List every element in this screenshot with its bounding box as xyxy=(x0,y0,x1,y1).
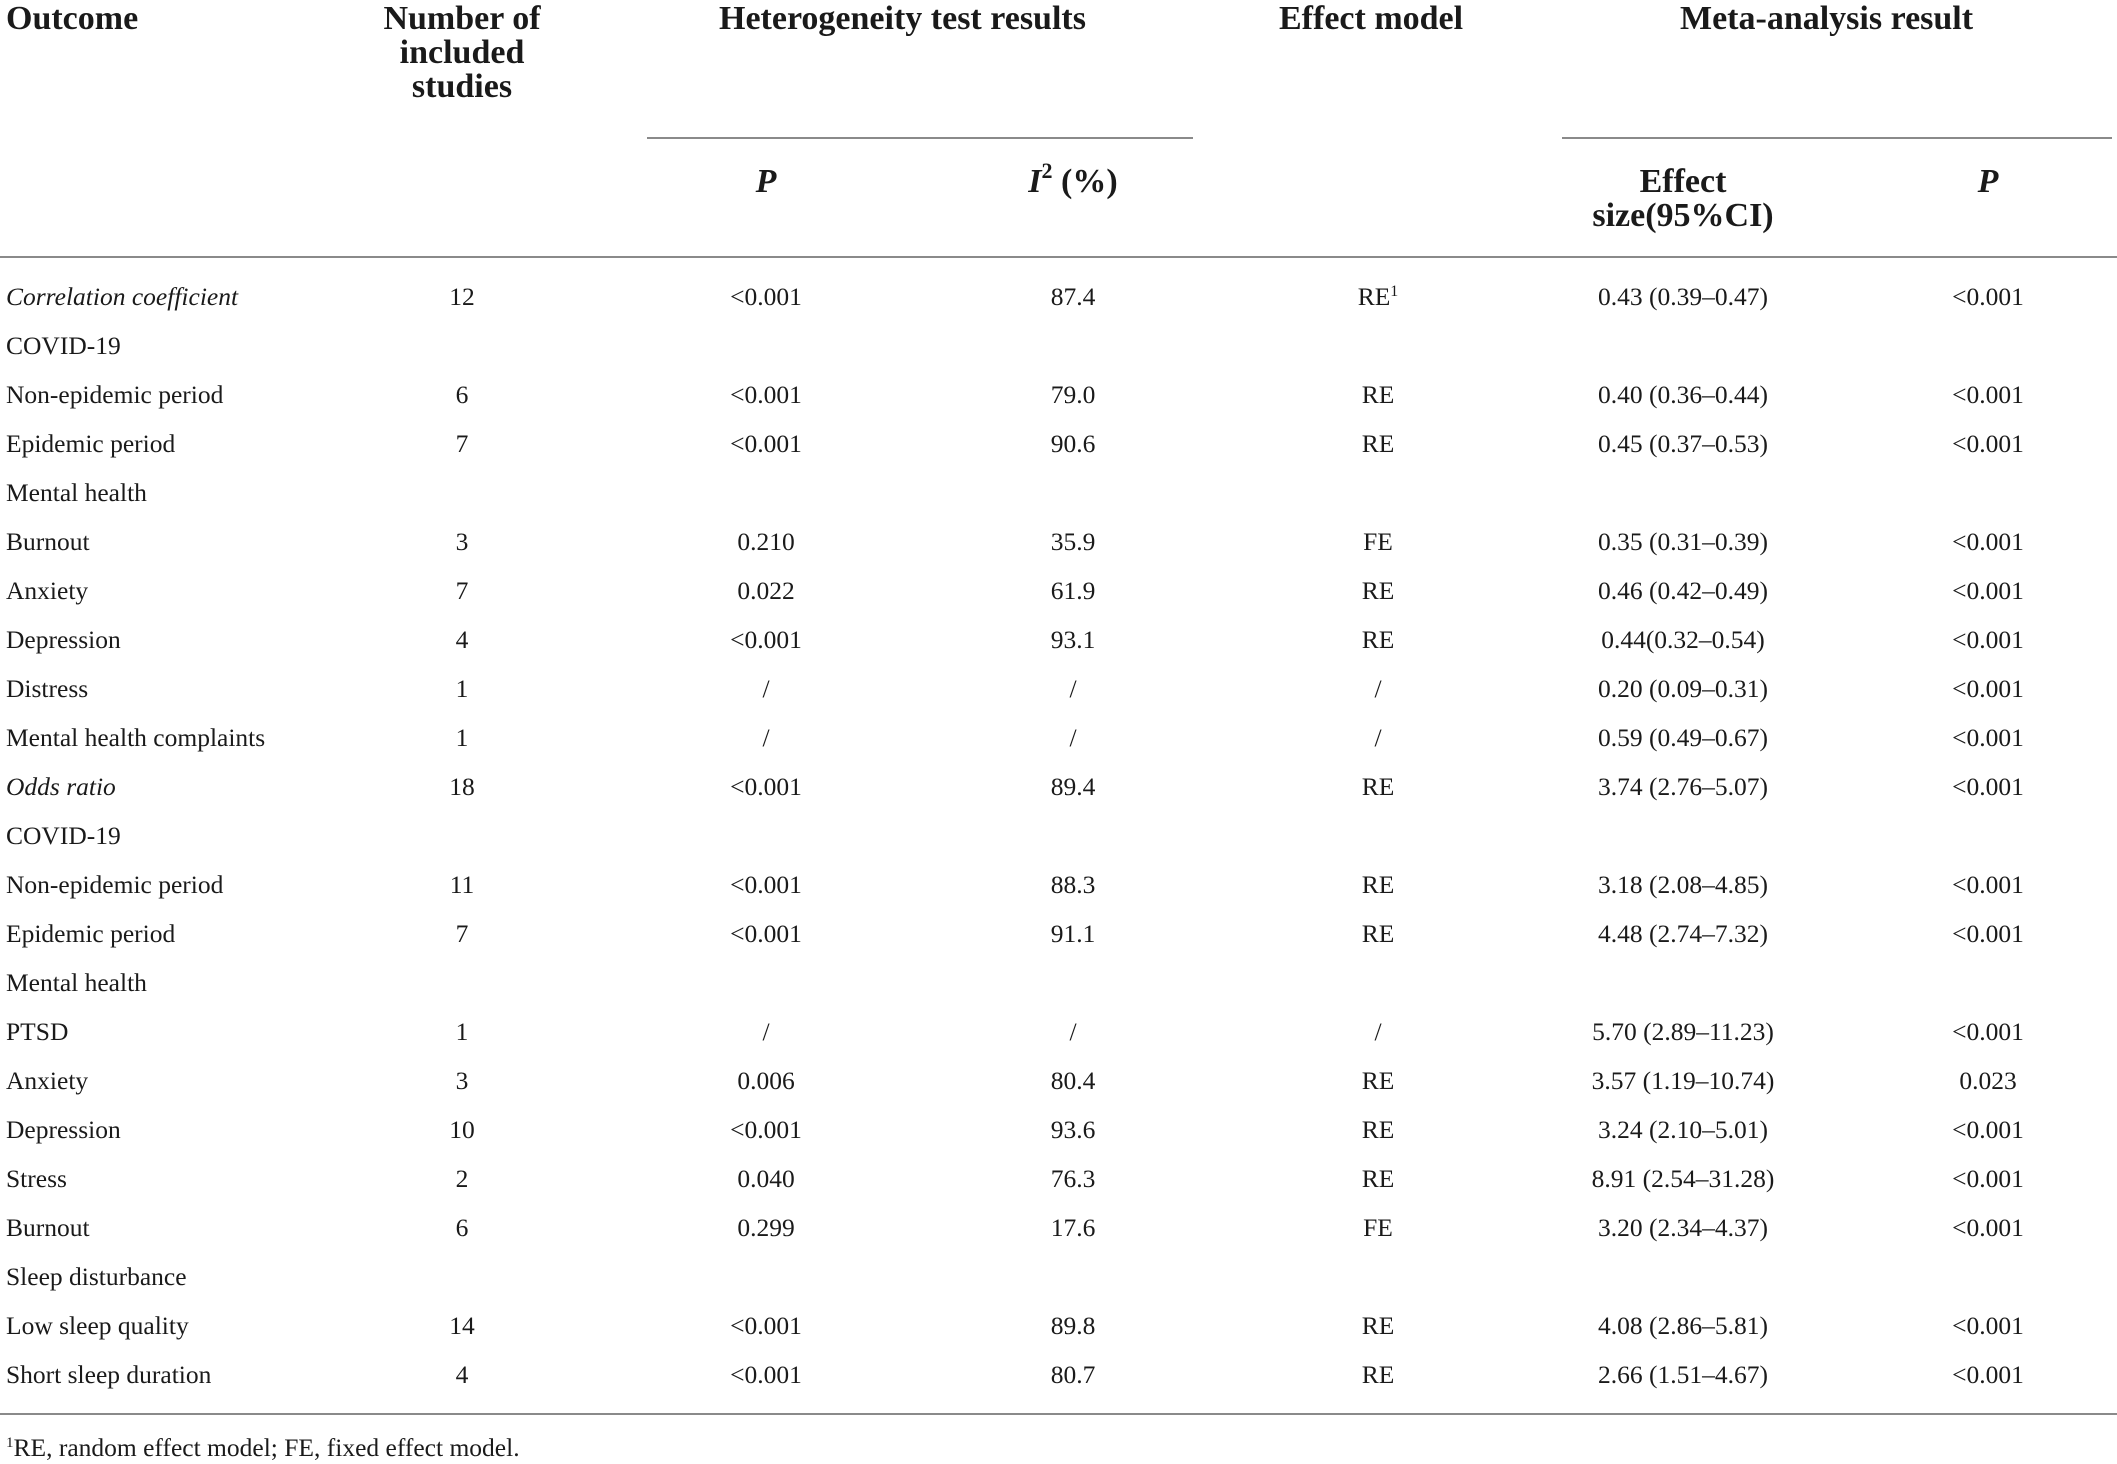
cell-i2: 61.9 xyxy=(1050,576,1096,605)
table-row xyxy=(0,517,2117,566)
cell-effect-size: 3.24 (2.10–5.01) xyxy=(1598,1115,1768,1144)
cell-model: / xyxy=(1374,674,1382,703)
cell-outcome: COVID-19 xyxy=(6,821,121,850)
table-row xyxy=(0,1154,2117,1203)
cell-p: 0.006 xyxy=(737,1066,795,1095)
cell-outcome: Distress xyxy=(6,674,89,703)
cell-p: / xyxy=(762,674,770,703)
cell-number: 1 xyxy=(455,723,469,752)
cell-p: 0.040 xyxy=(737,1164,795,1193)
cell-i2: / xyxy=(1069,723,1077,752)
cell-effect-size: 0.35 (0.31–0.39) xyxy=(1598,527,1768,556)
cell-i2: 80.4 xyxy=(1050,1066,1096,1095)
cell-outcome: Anxiety xyxy=(6,576,89,605)
cell-p: <0.001 xyxy=(730,429,802,458)
cell-effect-size: 8.91 (2.54–31.28) xyxy=(1591,1164,1775,1193)
cell-result-p: <0.001 xyxy=(1952,527,2024,556)
table-row xyxy=(0,664,2117,713)
cell-model: RE xyxy=(1361,576,1395,605)
cell-number: 12 xyxy=(449,282,475,311)
header-number-line1: Number of xyxy=(383,0,541,37)
cell-result-p: <0.001 xyxy=(1952,1360,2024,1389)
table-row xyxy=(0,1350,2117,1399)
cell-outcome: COVID-19 xyxy=(6,331,121,360)
cell-number: 11 xyxy=(449,870,475,899)
cell-outcome: Low sleep quality xyxy=(6,1311,189,1340)
header-result-p-label: P xyxy=(1977,163,1999,200)
table-row xyxy=(0,566,2117,615)
cell-model-value: RE xyxy=(1357,282,1391,311)
cell-number: 7 xyxy=(455,429,469,458)
cell-p: 0.299 xyxy=(737,1213,795,1242)
cell-i2: 93.6 xyxy=(1050,1115,1096,1144)
cell-effect-size: 0.46 (0.42–0.49) xyxy=(1598,576,1768,605)
footnote-marker: 1 xyxy=(6,1435,14,1451)
cell-effect-size: 0.40 (0.36–0.44) xyxy=(1598,380,1768,409)
cell-effect-size: 3.18 (2.08–4.85) xyxy=(1598,870,1768,899)
cell-number: 3 xyxy=(455,1066,469,1095)
cell-number: 7 xyxy=(455,576,469,605)
cell-model: RE xyxy=(1361,870,1395,899)
cell-i2: 90.6 xyxy=(1050,429,1096,458)
table-row xyxy=(0,958,2117,1007)
cell-outcome: Depression xyxy=(6,625,121,654)
cell-outcome: Stress xyxy=(6,1164,67,1193)
cell-effect-size: 4.48 (2.74–7.32) xyxy=(1598,919,1768,948)
cell-model: FE xyxy=(1363,527,1393,556)
header-outcome: Outcome xyxy=(6,0,139,37)
table-row xyxy=(0,468,2117,517)
cell-model: / xyxy=(1374,1017,1382,1046)
header-i2-letter: I xyxy=(1028,163,1042,200)
table-footnote xyxy=(6,1433,520,1463)
cell-outcome: Odds ratio xyxy=(6,772,116,801)
cell-outcome: Anxiety xyxy=(6,1066,89,1095)
cell-i2: 76.3 xyxy=(1050,1164,1096,1193)
table-row xyxy=(0,615,2117,664)
header-i2-sup: 2 xyxy=(1041,158,1053,183)
cell-number: 18 xyxy=(449,772,475,801)
cell-effect-size: 0.59 (0.49–0.67) xyxy=(1598,723,1768,752)
cell-number: 4 xyxy=(455,1360,469,1389)
cell-i2: 79.0 xyxy=(1050,380,1096,409)
header-effect-line1: Effect xyxy=(1639,163,1727,200)
cell-outcome: Epidemic period xyxy=(6,429,176,458)
cell-effect-size: 3.74 (2.76–5.07) xyxy=(1598,772,1768,801)
cell-result-p: <0.001 xyxy=(1952,1164,2024,1193)
cell-model: RE xyxy=(1361,772,1395,801)
cell-p: <0.001 xyxy=(730,1360,802,1389)
table-row xyxy=(0,860,2117,909)
cell-result-p: <0.001 xyxy=(1952,1017,2024,1046)
cell-outcome: Non-epidemic period xyxy=(6,380,224,409)
cell-result-p: <0.001 xyxy=(1952,1115,2024,1144)
cell-effect-size: 2.66 (1.51–4.67) xyxy=(1598,1360,1768,1389)
header-heterogeneity: Heterogeneity test results xyxy=(719,0,1086,37)
table-row xyxy=(0,370,2117,419)
table-row xyxy=(0,1105,2117,1154)
cell-p: <0.001 xyxy=(730,282,802,311)
cell-model: RE xyxy=(1361,1066,1395,1095)
cell-outcome: PTSD xyxy=(6,1017,69,1046)
cell-result-p: <0.001 xyxy=(1952,772,2024,801)
table-row xyxy=(0,1056,2117,1105)
cell-p: <0.001 xyxy=(730,1115,802,1144)
table-row xyxy=(0,419,2117,468)
cell-effect-size: 0.20 (0.09–0.31) xyxy=(1598,674,1768,703)
cell-outcome: Depression xyxy=(6,1115,121,1144)
cell-p: <0.001 xyxy=(730,1311,802,1340)
cell-outcome: Burnout xyxy=(6,1213,90,1242)
cell-result-p: <0.001 xyxy=(1952,282,2024,311)
header-number-line3: studies xyxy=(411,68,513,105)
cell-result-p: 0.023 xyxy=(1959,1066,2017,1095)
cell-i2: / xyxy=(1069,1017,1077,1046)
table-row xyxy=(0,1203,2117,1252)
cell-i2: / xyxy=(1069,674,1077,703)
table-row xyxy=(0,1252,2117,1301)
header-effect-model: Effect model xyxy=(1279,0,1464,37)
cell-i2: 17.6 xyxy=(1050,1213,1096,1242)
cell-result-p: <0.001 xyxy=(1952,674,2024,703)
meta-analysis-rule xyxy=(1562,137,2112,139)
cell-i2: 89.4 xyxy=(1050,772,1096,801)
cell-i2: 87.4 xyxy=(1050,282,1096,311)
cell-outcome: Mental health xyxy=(6,968,147,997)
cell-number: 2 xyxy=(455,1164,469,1193)
table-row xyxy=(0,1007,2117,1056)
cell-outcome: Burnout xyxy=(6,527,90,556)
cell-number: 14 xyxy=(449,1311,475,1340)
table-row xyxy=(0,321,2117,370)
header-effect-line2: size(95%CI) xyxy=(1592,197,1774,234)
cell-outcome: Mental health xyxy=(6,478,147,507)
cell-i2: 89.8 xyxy=(1050,1311,1096,1340)
cell-model xyxy=(1358,272,1399,321)
footnote-marker-ref: 1 xyxy=(1390,283,1399,300)
cell-p: / xyxy=(762,1017,770,1046)
table-row xyxy=(0,1301,2117,1350)
header-number-of-studies xyxy=(362,2,562,104)
cell-model: RE xyxy=(1361,1360,1395,1389)
cell-p: <0.001 xyxy=(730,870,802,899)
cell-effect-size: 0.44(0.32–0.54) xyxy=(1601,625,1765,654)
cell-effect-size: 3.20 (2.34–4.37) xyxy=(1598,1213,1768,1242)
cell-effect-size: 0.45 (0.37–0.53) xyxy=(1598,429,1768,458)
cell-outcome: Epidemic period xyxy=(6,919,176,948)
table-row xyxy=(0,909,2117,958)
cell-number: 1 xyxy=(455,674,469,703)
cell-effect-size: 0.43 (0.39–0.47) xyxy=(1598,282,1768,311)
header-i2-unit: (%) xyxy=(1061,163,1118,200)
cell-i2: 35.9 xyxy=(1050,527,1096,556)
cell-p: <0.001 xyxy=(730,772,802,801)
cell-result-p: <0.001 xyxy=(1952,1311,2024,1340)
cell-number: 6 xyxy=(455,380,469,409)
cell-model: FE xyxy=(1363,1213,1393,1242)
cell-p: <0.001 xyxy=(730,380,802,409)
cell-number: 4 xyxy=(455,625,469,654)
cell-effect-size: 5.70 (2.89–11.23) xyxy=(1592,1017,1774,1046)
cell-effect-size: 4.08 (2.86–5.81) xyxy=(1598,1311,1768,1340)
cell-model: RE xyxy=(1361,919,1395,948)
cell-result-p: <0.001 xyxy=(1952,1213,2024,1242)
cell-number: 3 xyxy=(455,527,469,556)
header-meta-analysis: Meta-analysis result xyxy=(1680,0,1974,37)
cell-i2: 80.7 xyxy=(1050,1360,1096,1389)
cell-model: RE xyxy=(1361,1115,1395,1144)
footnote-text: RE, random effect model; FE, fixed effect model. xyxy=(13,1433,520,1462)
cell-p: <0.001 xyxy=(730,919,802,948)
cell-model: RE xyxy=(1361,380,1395,409)
cell-p: / xyxy=(762,723,770,752)
cell-number: 7 xyxy=(455,919,469,948)
cell-number: 1 xyxy=(455,1017,469,1046)
cell-model: RE xyxy=(1361,1164,1395,1193)
header-p xyxy=(716,165,816,199)
table-bottom-rule xyxy=(0,1413,2117,1415)
cell-effect-size: 3.57 (1.19–10.74) xyxy=(1591,1066,1775,1095)
cell-result-p: <0.001 xyxy=(1952,723,2024,752)
cell-model: / xyxy=(1374,723,1382,752)
cell-outcome: Correlation coefficient xyxy=(6,282,239,311)
cell-p: 0.210 xyxy=(737,527,795,556)
cell-outcome: Non-epidemic period xyxy=(6,870,224,899)
cell-result-p: <0.001 xyxy=(1952,919,2024,948)
cell-i2: 91.1 xyxy=(1050,919,1096,948)
header-result-p xyxy=(1938,165,2038,199)
cell-model: RE xyxy=(1361,625,1395,654)
cell-result-p: <0.001 xyxy=(1952,625,2024,654)
cell-outcome: Sleep disturbance xyxy=(6,1262,187,1291)
cell-result-p: <0.001 xyxy=(1952,576,2024,605)
cell-p: 0.022 xyxy=(737,576,795,605)
header-i2 xyxy=(973,158,1173,200)
cell-model: RE xyxy=(1361,429,1395,458)
table-row xyxy=(0,762,2117,811)
table-row xyxy=(0,811,2117,860)
table-row xyxy=(0,713,2117,762)
cell-number: 6 xyxy=(455,1213,469,1242)
header-number-line2: included xyxy=(399,34,525,71)
header-bottom-rule xyxy=(0,256,2117,258)
cell-outcome: Short sleep duration xyxy=(6,1360,212,1389)
cell-model: RE xyxy=(1361,1311,1395,1340)
cell-p: <0.001 xyxy=(730,625,802,654)
header-p-label: P xyxy=(755,163,777,200)
cell-outcome: Mental health complaints xyxy=(6,723,266,752)
header-effect-size xyxy=(1553,165,1813,233)
cell-i2: 88.3 xyxy=(1050,870,1096,899)
cell-number: 10 xyxy=(449,1115,475,1144)
heterogeneity-rule xyxy=(647,137,1193,139)
cell-result-p: <0.001 xyxy=(1952,429,2024,458)
cell-result-p: <0.001 xyxy=(1952,380,2024,409)
cell-i2: 93.1 xyxy=(1050,625,1096,654)
table-row xyxy=(0,272,2117,321)
cell-result-p: <0.001 xyxy=(1952,870,2024,899)
